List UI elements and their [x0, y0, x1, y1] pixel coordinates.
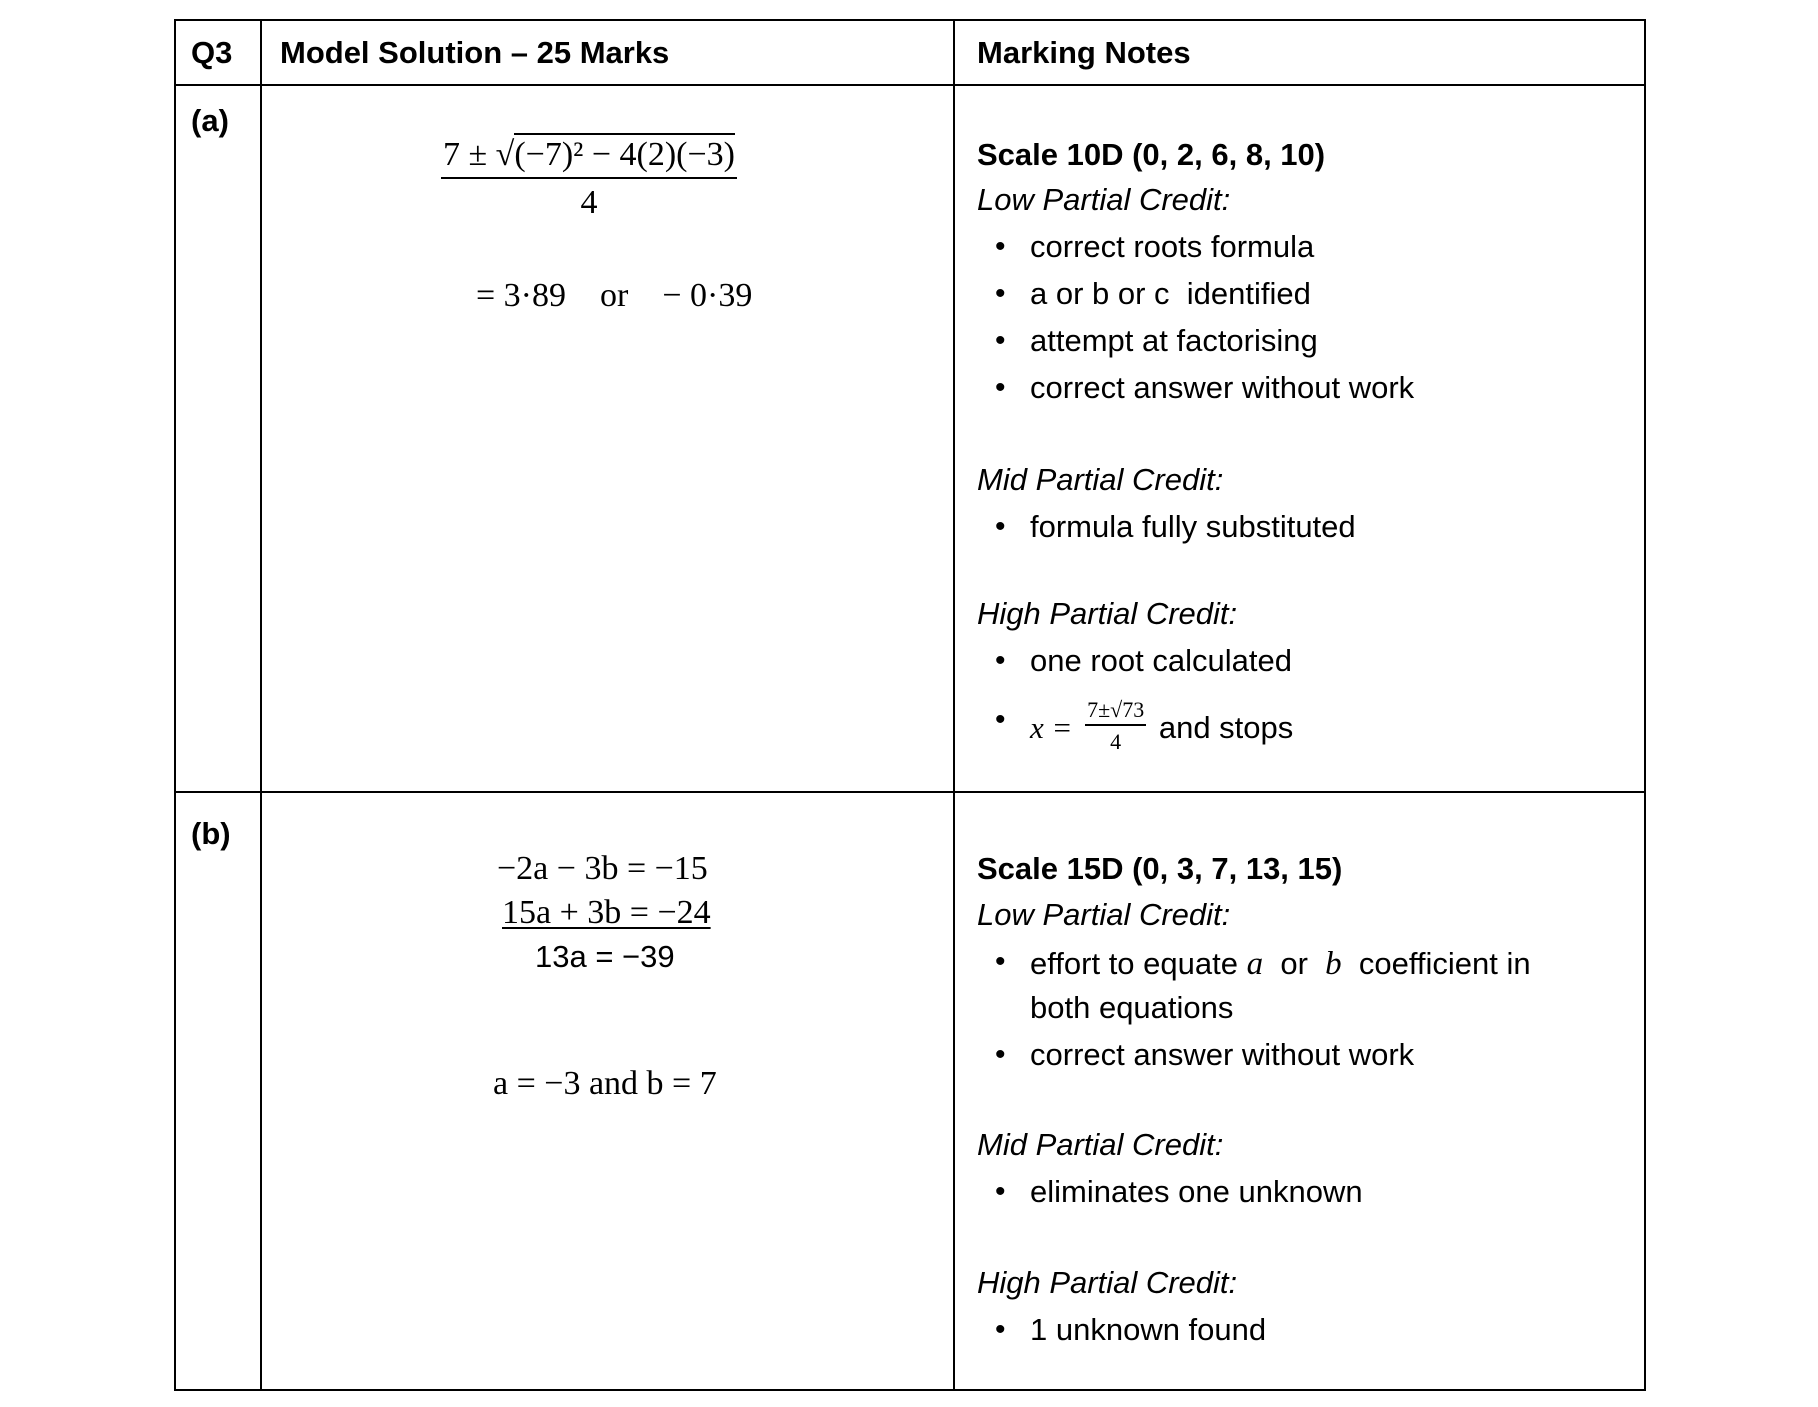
header-divider	[176, 84, 1644, 86]
small-fraction: $\frac{7\pm√73}{4}$	[1087, 697, 1145, 754]
mid-credit-heading-a: Mid Partial Credit:	[977, 462, 1224, 497]
formula-denominator: 4	[580, 184, 598, 221]
low-credit-heading-a: Low Partial Credit:	[977, 182, 1231, 217]
part-b-label: (b)	[191, 816, 231, 851]
list-item: • one root calculated	[1030, 643, 1292, 679]
list-item: • correct answer without work	[1030, 1037, 1414, 1073]
scale-b: Scale 15D (0, 3, 7, 13, 15)	[977, 851, 1343, 886]
sqrt-symbol: √	[495, 136, 515, 173]
solution-answer: a = −3 and b = 7	[493, 1065, 717, 1102]
list-item: • effort to equate a or b coefficient in	[1030, 944, 1531, 984]
mid-credit-heading-b: Mid Partial Credit:	[977, 1127, 1224, 1162]
list-item: • correct roots formula	[1030, 229, 1314, 265]
formula-fraction	[441, 135, 737, 223]
equation-2: 15a + 3b = −24	[502, 894, 711, 931]
list-item-formula: • x = $\frac{7\pm√73}{4}$ and stops	[1030, 702, 1293, 758]
notes-column-title: Marking Notes	[977, 35, 1191, 70]
scale-a: Scale 10D (0, 2, 6, 8, 10)	[977, 137, 1326, 172]
radicand: (−7)² − 4(2)(−3)	[514, 133, 735, 173]
list-item: • formula fully substituted	[1030, 509, 1356, 545]
list-item: • eliminates one unknown	[1030, 1174, 1363, 1210]
list-item: • attempt at factorising	[1030, 323, 1318, 359]
column-divider	[953, 21, 955, 1389]
formula-numerator: 7 ± √(−7)² − 4(2)(−3)	[441, 135, 737, 179]
list-item: • correct answer without work	[1030, 370, 1414, 406]
list-item: • a or b or c identified	[1030, 276, 1311, 312]
solution-column-title: Model Solution – 25 Marks	[280, 35, 670, 70]
high-credit-heading-b: High Partial Credit:	[977, 1265, 1238, 1300]
high-credit-heading-a: High Partial Credit:	[977, 596, 1238, 631]
question-label: Q3	[191, 35, 233, 70]
roots-result: = 3·89 or − 0·39	[476, 277, 753, 314]
column-divider	[260, 21, 262, 1389]
list-item: • 1 unknown found	[1030, 1312, 1266, 1348]
low-credit-heading-b: Low Partial Credit:	[977, 897, 1231, 932]
marking-scheme-table	[174, 19, 1646, 1391]
list-item-continuation: both equations	[1030, 990, 1234, 1025]
quadratic-formula	[441, 135, 737, 223]
equation-1: −2a − 3b = −15	[497, 850, 708, 887]
row-divider	[176, 791, 1644, 793]
part-a-label: (a)	[191, 103, 229, 138]
equation-3: 13a = −39	[535, 939, 675, 974]
